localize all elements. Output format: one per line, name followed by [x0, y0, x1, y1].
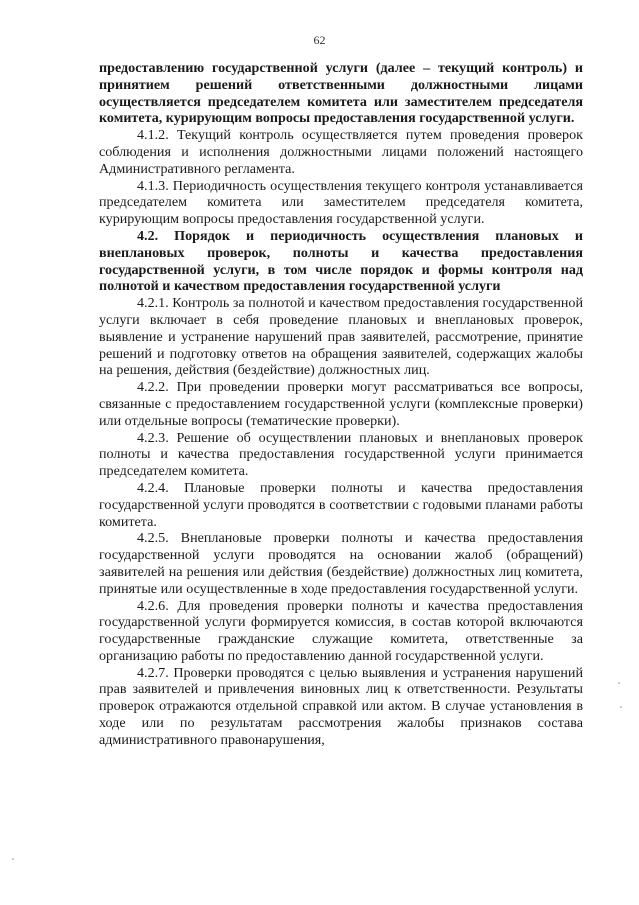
document-body: [99, 60, 583, 749]
paragraph-4-2-7: 4.2.7. Проверки проводятся с целью выявления и устранения нарушений прав заявителей и привлечения виновных лиц к ответственности. Результаты проверок отражаются отдельной справкой или актом. В случае установления в ходе или по результатам рассмотрения жалобы признаков состава административного правонарушения,: [99, 664, 583, 748]
paragraph-4-1-2: 4.1.2. Текущий контроль осуществляется путем проведения проверок соблюдения и исполнения должностными лицами положений настоящего Административного регламента.: [99, 127, 583, 177]
paragraph-4-2-2: 4.2.2. При проведении проверки могут рассматриваться все вопросы, связанные с предоставлением государственной услуги (комплексные проверки) или отдельные вопросы (тематические проверки).: [99, 379, 583, 429]
scan-speck: [12, 858, 14, 860]
paragraph-continuation: предоставлению государственной услуги (далее – текущий контроль) и принятием решений ответственными должностными лицами осуществляется председателем комитета или заместителем председателя комитета, курирующим вопросы предоставления государственной услуги.: [99, 60, 583, 127]
scan-speck: [618, 682, 620, 684]
page-number: 62: [313, 33, 326, 47]
paragraph-4-2-1: 4.2.1. Контроль за полнотой и качеством предоставления государственной услуги включает в себя проведение плановых и внеплановых проверок, выявление и устранение нарушений прав заявителей, рассмотрение, принятие решений и подготовку ответов на обращения заявителей, содержащих жалобы на решения, действия (бездействие) должностных лиц.: [99, 295, 583, 379]
paragraph-4-2-6: 4.2.6. Для проведения проверки полноты и качества предоставления государственной услуги формируется комиссия, в состав которой включаются государственные гражданские служащие комитета, ответственные за организацию работы по предоставлению данной государственной услуги.: [99, 597, 583, 664]
paragraph-4-2-4: 4.2.4. Плановые проверки полноты и качества предоставления государственной услуги проводятся в соответствии с годовыми планами работы комитета.: [99, 479, 583, 530]
paragraph-4-2-3: 4.2.3. Решение об осуществлении плановых и внеплановых проверок полноты и качества предоставления государственной услуги принимается председателем комитета.: [99, 429, 583, 480]
section-heading-4-2: 4.2. Порядок и периодичность осуществления плановых и внеплановых проверок, полноты и качества предоставления государственной услуги, в том числе порядок и формы контроля над полнотой и качеством предоставления государственной услуги: [99, 227, 583, 295]
paragraph-4-1-3: 4.1.3. Периодичность осуществления текущего контроля устанавливается председателем комитета или заместителем председателя комитета, курирующим вопросы предоставления государственной услуги.: [99, 177, 583, 228]
paragraph-4-2-5: 4.2.5. Внеплановые проверки полноты и качества предоставления государственной услуги проводятся на основании жалоб (обращений) заявителей на решения или действия (бездействие) должностных лиц комитета, принятые или осуществленные в ходе предоставления государственной услуги.: [99, 530, 583, 597]
scan-speck: [620, 706, 622, 708]
